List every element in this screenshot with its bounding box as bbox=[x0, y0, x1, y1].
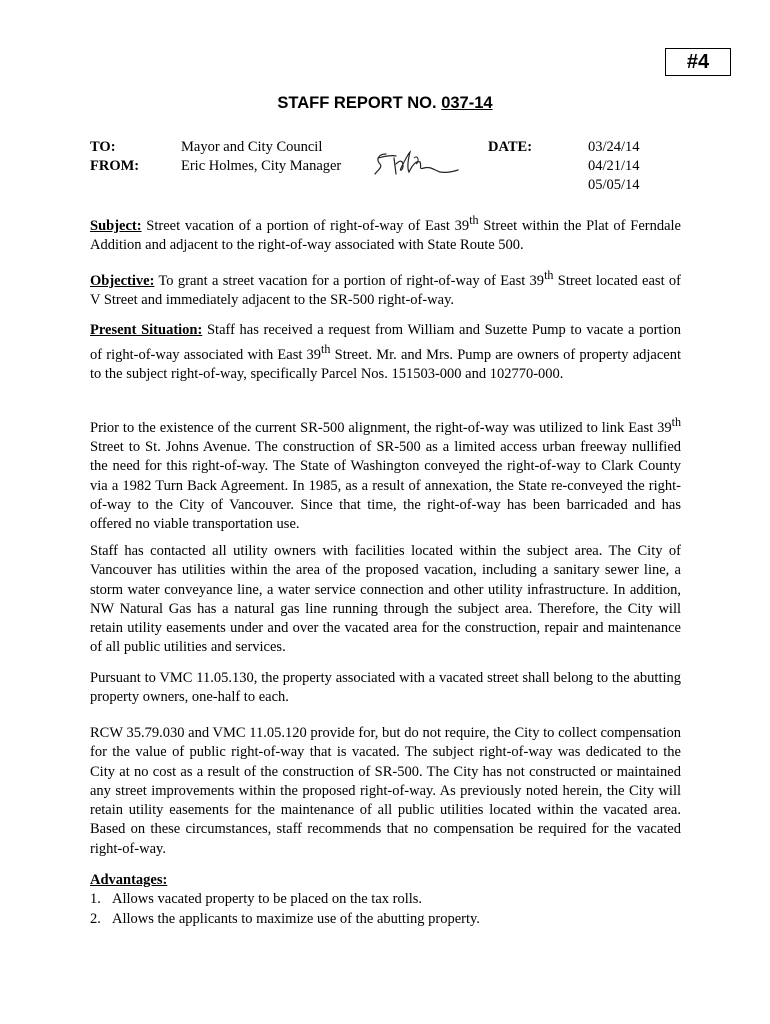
report-title bbox=[0, 94, 770, 113]
subject-sup: th bbox=[469, 213, 479, 227]
history-text-cont: Street to St. Johns Avenue. The construction of SR-500 as a limited access urban freeway nullified the need for this right-of-way. The State of Washington conveyed the right-of-way to Clark County via a 1982 Turn Back Agreement. In 1985, as a result of annexation, the State re-conveyed the right-of-way to the City of Vancouver. Since that time, the right-of-way has been barricaded and has offered no viable transportation use. bbox=[90, 439, 681, 533]
list-item-text: Allows the applicants to maximize use of the abutting property. bbox=[112, 910, 480, 927]
history-text: Prior to the existence of the current SR-500 alignment, the right-of-way was utilized to link East 39 bbox=[90, 419, 672, 436]
present-situation-text-cont: Street. Mr. and Mrs. Pump are owners of property adjacent to the subject right-of-way, specifically Parcel Nos. 151503-000 and 102770-000. bbox=[90, 347, 682, 383]
date-label: DATE: bbox=[488, 139, 533, 155]
list-item-text: Allows vacated property to be placed on the tax rolls. bbox=[112, 891, 423, 908]
item-number-badge: #4 bbox=[665, 48, 731, 76]
list-item bbox=[90, 910, 681, 929]
advantages-list bbox=[90, 890, 681, 929]
subject-text: Street vacation of a portion of right-of-way of East 39 bbox=[141, 217, 470, 234]
date-1: 03/24/14 bbox=[588, 139, 640, 155]
subject-paragraph bbox=[90, 211, 681, 255]
report-title-prefix: STAFF REPORT NO. bbox=[277, 94, 442, 112]
rcw-paragraph bbox=[90, 724, 681, 859]
date-2: 04/21/14 bbox=[588, 158, 640, 174]
report-number: 037-14 bbox=[441, 94, 493, 112]
date-3: 05/05/14 bbox=[588, 177, 640, 193]
objective-sup: th bbox=[544, 268, 554, 282]
objective-text: To grant a street vacation for a portion of right-of-way of East 39 bbox=[154, 272, 545, 289]
advantages-label: Advantages: bbox=[90, 872, 168, 888]
rcw-text: RCW 35.79.030 and VMC 11.05.120 provide for, but do not require, the City to collect compensation for the value of public right-of-way that is vacated. The subject right-of-way was dedicated to the City at no cost as a result of the construction of SR-500. The City has not constructed or maintained any street improvements within the proposed right-of-way. As previously noted herein, the City will retain utility easements for the maintenance of all public utilities located within the vacated area. Based on these circumstances, staff recommends that no compensation be required for the vacated right-of-way. bbox=[90, 725, 681, 857]
to-label: TO: bbox=[90, 139, 116, 155]
objective-paragraph bbox=[90, 266, 681, 310]
list-item-number: 1. bbox=[90, 891, 101, 908]
subject-label: Subject: bbox=[90, 217, 142, 234]
present-situation-text: Staff has received a request from William and Suzette Pump to vacate a portion of right-of-way associated with East 39 bbox=[90, 322, 681, 364]
present-situation-sup: th bbox=[321, 342, 331, 357]
signature-image bbox=[374, 146, 460, 180]
to-value: Mayor and City Council bbox=[181, 139, 323, 155]
objective-label: Objective: bbox=[90, 272, 155, 289]
from-label: FROM: bbox=[90, 158, 140, 174]
utilities-paragraph bbox=[90, 542, 681, 658]
list-item-number: 2. bbox=[90, 910, 101, 927]
vmc-paragraph bbox=[90, 669, 681, 708]
from-value: Eric Holmes, City Manager bbox=[181, 158, 342, 174]
list-item bbox=[90, 890, 681, 909]
present-situation-paragraph bbox=[90, 321, 681, 385]
utilities-text: Staff has contacted all utility owners with facilities located within the subject area. The City of Vancouver has utilities within the area of the proposed vacation, including a sanitary sewer line, a storm water conveyance line, a water service connection and other utility infrastructure. In addition, NW Natural Gas has a natural gas line running through the subject area. Therefore, the City will retain utility easements under and over the vacated area for the construction, repair and maintenance of all public utilities and services. bbox=[90, 543, 681, 656]
advantages-section bbox=[90, 871, 681, 929]
history-paragraph bbox=[90, 413, 681, 535]
history-sup: th bbox=[671, 415, 681, 429]
objective-text-cont: Street located east of V Street and immediately adjacent to the SR-500 right-of-way. bbox=[90, 272, 681, 309]
vmc-text: Pursuant to VMC 11.05.130, the property associated with a vacated street shall belong to the abutting property owners, one-half to each. bbox=[90, 670, 681, 706]
present-situation-label: Present Situation: bbox=[90, 322, 203, 338]
subject-text-cont: Street within the Plat of Ferndale Addition and adjacent to the right-of-way associated with State Route 500. bbox=[90, 217, 681, 254]
